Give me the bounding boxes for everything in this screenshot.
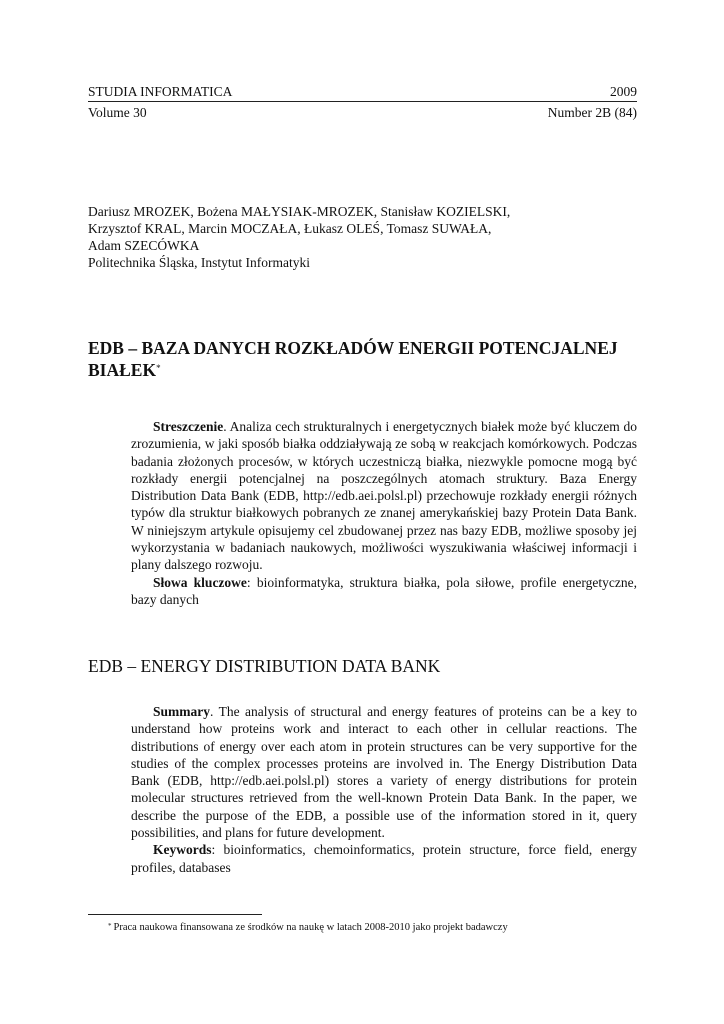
journal-name: STUDIA INFORMATICA — [88, 84, 233, 99]
affiliation: Politechnika Śląska, Instytut Informatyki — [88, 255, 310, 270]
journal-volume: Volume 30 — [88, 105, 147, 120]
keywords-text: : bioinformatics, chemoinformatics, protein structure, force field, energy profiles, databases — [131, 842, 637, 875]
paper-title-english: EDB – ENERGY DISTRIBUTION DATA BANK — [88, 656, 441, 676]
title-footnote-mark: * — [156, 363, 161, 373]
abstract-text: . Analiza cech strukturalnych i energetycznych białek może być kluczem do zrozumienia, w jaki sposób białka oddziaływają ze sobą w reakcjach komórkowych. Podczas badania złożonych procesów, w których uczestniczą białka, niezwykle pomocne mogą być rozkłady energii potencjalnej na poszczególnych atomach struktury. Baza Energy Distribution Data Bank (EDB, http://edb.aei.polsl.pl) przechowuje rozkłady energii różnych typów dla struktur białkowych pobranych ze znanej amerykańskiej bazy Protein Data Bank. W niniejszym artykule opisujemy cel zbudowanej przez nas bazy EDB, możliwe sposoby jej wykorzystania w badaniach naukowych, możliwości wyszukiwania właściwej informacji i plany dalszego rozwoju. — [131, 419, 637, 573]
header-rule — [88, 101, 637, 102]
keywords-paragraph — [131, 574, 637, 609]
abstract-polish — [131, 418, 637, 608]
abstract-paragraph — [131, 418, 637, 574]
abstract-label: Streszczenie — [153, 419, 224, 434]
keywords-paragraph — [131, 841, 637, 876]
footnote-text: Praca naukowa finansowana ze środków na naukę w latach 2008-2010 jako projekt badawczy — [113, 922, 508, 933]
author-block — [88, 203, 637, 271]
abstract-paragraph — [131, 703, 637, 841]
abstract-label: Summary — [153, 704, 210, 719]
abstract-english — [131, 703, 637, 876]
title-text: EDB – BAZA DANYCH ROZKŁADÓW ENERGII POTENCJALNEJ BIAŁEK — [88, 338, 618, 380]
author-line: Adam SZECÓWKA — [88, 238, 200, 253]
journal-year: 2009 — [610, 84, 637, 99]
keywords-label: Keywords — [153, 842, 212, 858]
journal-number: Number 2B (84) — [547, 105, 637, 120]
keywords-label: Słowa kluczowe — [153, 574, 247, 590]
abstract-text: . The analysis of structural and energy features of proteins can be a key to understand how proteins work and interact to each other in cellular reactions. The distributions of energy over each atom in protein structures can be very supportive for the studies of the complex processes proteins are involved in. The Energy Distribution Data Bank (EDB, http://edb.aei.polsl.pl) stores a variety of energy distributions for protein molecular structures retrieved from the well-known Protein Data Bank. In the paper, we describe the purpose of the EDB, a possible use of the information stored in it, query possibilities, and plans for future development. — [131, 704, 637, 841]
paper-title-polish — [88, 337, 637, 381]
footnote-rule — [88, 914, 262, 915]
keywords-text: : bioinformatyka, struktura białka, pola siłowe, profile energetyczne, bazy danych — [131, 574, 637, 607]
footnote-mark: * — [108, 922, 112, 930]
author-line: Krzysztof KRAL, Marcin MOCZAŁA, Łukasz OLEŚ, Tomasz SUWAŁA, — [88, 221, 492, 236]
author-line: Dariusz MROZEK, Bożena MAŁYSIAK-MROZEK, Stanisław KOZIELSKI, — [88, 204, 511, 219]
footnote — [108, 921, 628, 934]
